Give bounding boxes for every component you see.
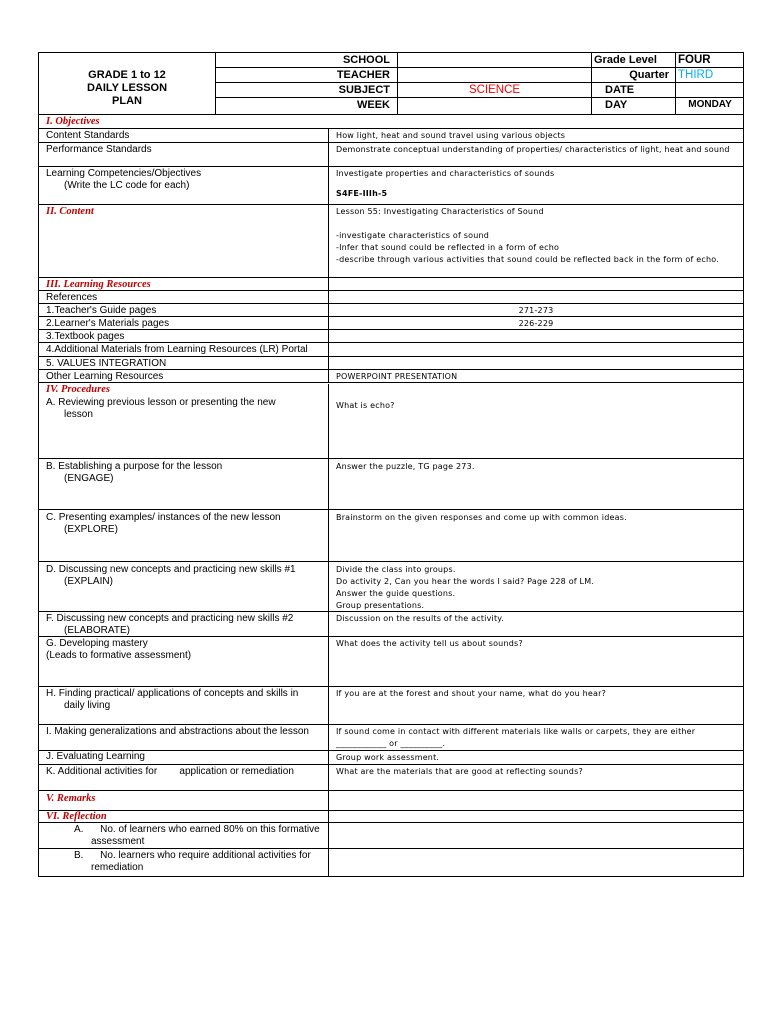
week-value[interactable] — [398, 98, 591, 112]
procedure-k-row — [39, 765, 743, 791]
procedure-d-item: Do activity 2, Can you hear the words I said? Page 228 of LM. — [336, 577, 595, 586]
procedure-g-row — [39, 637, 743, 687]
procedure-i-value2: ____________ or __________. — [336, 739, 446, 748]
procedure-a-label: A. Reviewing previous lesson or presenting the new — [46, 397, 276, 408]
grade-level-value[interactable]: FOUR — [678, 54, 711, 66]
objectives-heading-row — [39, 115, 743, 129]
tg-pages-row — [39, 304, 743, 317]
performance-standards-row — [39, 143, 743, 167]
quarter-label: Quarter — [629, 69, 669, 81]
procedure-f-row — [39, 612, 743, 637]
competencies-cell — [39, 167, 328, 204]
content-standards-label: Content Standards — [46, 130, 130, 141]
procedure-c-value[interactable]: Brainstorm on the given responses and come up with common ideas. — [336, 513, 627, 522]
competencies-label: Learning Competencies/Objectives — [46, 168, 202, 179]
competencies-value: Investigate properties and characteristics of sounds — [336, 169, 555, 178]
remarks-value[interactable] — [329, 791, 743, 810]
procedure-b-label-cell — [39, 459, 328, 509]
procedure-g-label2: (Leads to formative assessment) — [46, 650, 192, 661]
textbook-pages-row — [39, 330, 743, 343]
procedure-i-row — [39, 725, 743, 751]
textbook-pages-label: 3.Textbook pages — [46, 331, 125, 342]
procedure-i-value-cell[interactable] — [329, 725, 743, 750]
procedure-f-label: F. Discussing new concepts and practicing new skills #2 — [46, 613, 294, 624]
tg-pages-label: 1.Teacher's Guide pages — [46, 305, 157, 316]
content-value-cell[interactable] — [329, 205, 743, 277]
procedure-j-label: J. Evaluating Learning — [46, 751, 145, 762]
procedure-f-label2: (ELABORATE) — [64, 625, 130, 636]
other-resources-label: Other Learning Resources — [46, 371, 164, 382]
day-label: DAY — [605, 99, 628, 111]
reflection-heading: VI. Reflection — [46, 811, 107, 822]
plan-title: PLAN — [112, 95, 142, 107]
date-value[interactable] — [678, 83, 744, 97]
procedure-j-row — [39, 751, 743, 765]
values-integration-value[interactable] — [329, 357, 743, 369]
reflection-a-label: A. No. of learners who earned 80% on this formative — [74, 824, 320, 835]
procedure-i-value: If sound come in contact with different materials like walls or carpets, they are either — [336, 727, 696, 736]
content-heading: II. Content — [46, 206, 94, 217]
procedure-b-row — [39, 459, 743, 510]
lesson-table — [38, 115, 744, 877]
procedure-d-item: Answer the guide questions. — [336, 589, 456, 598]
lm-pages-label: 2.Learner's Materials pages — [46, 318, 170, 329]
lm-pages-value[interactable]: 226-229 — [518, 319, 554, 328]
procedure-d-row — [39, 562, 743, 612]
values-integration-label: 5. VALUES INTEGRATION — [46, 358, 167, 369]
procedure-f-value[interactable]: Discussion on the results of the activity. — [336, 614, 504, 623]
other-resources-value[interactable]: POWERPOINT PRESENTATION — [336, 372, 458, 381]
tg-pages-value[interactable]: 271-273 — [518, 306, 554, 315]
procedure-f-label-cell — [39, 612, 328, 636]
lc-code: S4FE-IIIh-5 — [336, 189, 388, 198]
procedure-d-label2: (EXPLAIN) — [64, 576, 113, 587]
procedure-g-label: G. Developing mastery — [46, 638, 148, 649]
grade-title: GRADE 1 to 12 — [88, 69, 166, 81]
procedure-j-value[interactable]: Group work assessment. — [336, 753, 440, 762]
resources-heading: III. Learning Resources — [46, 279, 151, 290]
procedure-a-value[interactable]: What is echo? — [336, 401, 395, 410]
reflection-b-label: B. No. learners who require additional activities for — [74, 850, 311, 861]
textbook-pages-value[interactable] — [329, 330, 743, 342]
resources-heading-row — [39, 278, 743, 291]
performance-standards-label: Performance Standards — [46, 144, 152, 155]
procedure-h-value[interactable]: If you are at the forest and shout your name, what do you hear? — [336, 689, 607, 698]
procedure-d-value-cell[interactable] — [329, 562, 743, 611]
procedure-h-row — [39, 687, 743, 725]
content-row — [39, 205, 743, 278]
procedure-c-label: C. Presenting examples/ instances of the new lesson — [46, 512, 281, 523]
procedure-b-label2: (ENGAGE) — [64, 473, 114, 484]
performance-standards-value[interactable]: Demonstrate conceptual understanding of properties/ characteristics of light, heat and sound — [336, 145, 730, 154]
procedures-heading-row — [39, 384, 743, 396]
other-resources-row — [39, 370, 743, 383]
reflection-a-label2: assessment — [91, 836, 145, 847]
additional-materials-label: 4.Additional Materials from Learning Resources (LR) Portal — [46, 344, 308, 355]
procedure-g-label-cell — [39, 637, 328, 686]
quarter-value[interactable]: THIRD — [678, 69, 714, 81]
date-label: DATE — [605, 84, 635, 96]
lesson-title: Lesson 55: Investigating Characteristics of Sound — [336, 207, 544, 216]
reflection-a-row — [39, 823, 743, 849]
procedure-h-label2: daily living — [64, 700, 111, 711]
reflection-b-label-cell — [39, 849, 328, 876]
procedure-d-label: D. Discussing new concepts and practicing new skills #1 — [46, 564, 296, 575]
teacher-value[interactable] — [398, 68, 591, 82]
remarks-row — [39, 791, 743, 811]
objectives-heading: I. Objectives — [46, 116, 100, 127]
content-item: -describe through various activities that sound could be reflected back in the form of echo. — [336, 255, 719, 264]
references-row — [39, 291, 743, 304]
grade-level-label: Grade Level — [594, 54, 657, 66]
procedure-b-value[interactable]: Answer the puzzle, TG page 273. — [336, 462, 475, 471]
values-integration-row — [39, 357, 743, 370]
subject-value[interactable]: SCIENCE — [468, 84, 521, 96]
remarks-heading: V. Remarks — [46, 793, 96, 804]
procedure-g-value[interactable]: What does the activity tell us about sounds? — [336, 639, 523, 648]
content-item: -investigate characteristics of sound — [336, 231, 490, 240]
reflection-b-label2: remediation — [91, 862, 144, 873]
procedure-i-label: I. Making generalizations and abstractions about the lesson — [46, 726, 309, 737]
reflection-a-label-cell — [39, 823, 328, 848]
procedure-a-row — [39, 396, 743, 459]
procedure-c-row — [39, 510, 743, 562]
procedure-b-label: B. Establishing a purpose for the lesson — [46, 461, 223, 472]
procedure-h-label: H. Finding practical/ applications of concepts and skills in — [46, 688, 299, 699]
lm-pages-row — [39, 317, 743, 330]
additional-materials-row — [39, 343, 743, 357]
subject-label: SUBJECT — [338, 84, 390, 96]
procedure-c-label2: (EXPLORE) — [64, 524, 118, 535]
competencies-sub: (Write the LC code for each) — [64, 180, 190, 191]
reflection-b-row — [39, 849, 743, 876]
procedure-k-value[interactable]: What are the materials that are good at reflecting sounds? — [336, 767, 583, 776]
procedure-a-label-cell — [39, 396, 328, 458]
day-value[interactable]: MONDAY — [688, 99, 732, 110]
content-standards-row — [39, 129, 743, 143]
content-item: -Infer that sound could be reflected in a form of echo — [336, 243, 560, 252]
teacher-label: TEACHER — [336, 69, 390, 81]
procedure-k-label: K. Additional activities for application or remediation — [46, 766, 294, 777]
procedure-h-label-cell — [39, 687, 328, 724]
procedure-d-label-cell — [39, 562, 328, 611]
reflection-heading-row — [39, 811, 743, 823]
procedure-d-item: Divide the class into groups. — [336, 565, 456, 574]
header-table — [38, 52, 744, 115]
competencies-value-cell[interactable] — [329, 167, 743, 204]
daily-lesson-title: DAILY LESSON — [86, 82, 168, 94]
content-standards-value[interactable]: How light, heat and sound travel using various objects — [336, 131, 566, 140]
school-label: SCHOOL — [342, 54, 390, 66]
competencies-row — [39, 167, 743, 205]
additional-materials-value[interactable] — [329, 343, 743, 356]
procedures-heading: IV. Procedures — [46, 384, 110, 395]
week-label: WEEK — [357, 99, 390, 111]
procedure-d-item: Group presentations. — [336, 601, 425, 610]
school-value[interactable] — [398, 53, 591, 67]
references-label: References — [46, 292, 98, 303]
procedure-a-label2: lesson — [64, 409, 93, 420]
procedure-c-label-cell — [39, 510, 328, 561]
